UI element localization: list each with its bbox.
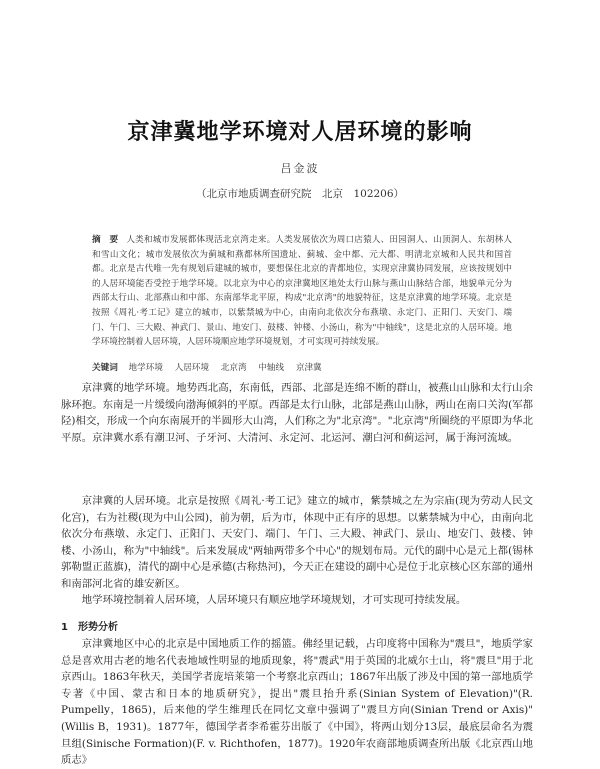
abstract [92,233,512,350]
body-paragraph [61,493,533,593]
section-number: 1 [61,622,68,633]
paragraph-situation-analysis: 京津冀地区中心的北京是中国地质工作的摇篮。佛经里记载，占印度将中国称为"震旦"，地质学家总是喜欢用古老的地名代表地域性明显的地质现象，将"震武"用于英国的北威尔士山，将"震旦"用于北京西山。1863年秋天，美国学者庞培莱第一个考察北京西山；1867年出版了涉及中国的第一部地质学专著《中国、蒙古和日本的地质研究》，提出"震旦抬升系(Sinian System of Elevation)"(R. Pumpelly，1865)，后来他的学生维理氏在同忆文章中强调了"震旦方向(Sinian Trend or Axis)"(Willis B，1931)。1877年，德国学者李希霍芬出版了《中国》，将两山划分13层，最底层命名为震旦组(Sinische Formation)(F. v. Richthofen，1877)。1920年农商部地质调查所出版《北京西山地质志》 [61,638,533,767]
keyword: 人居环境 [174,363,210,373]
keyword: 中轴线 [258,363,285,373]
keywords [92,362,512,375]
section-heading [61,618,118,633]
keyword: 北京湾 [220,363,247,373]
paragraph-geo-environment: 京津冀的地学环境。地势西北高，东南低，西部、北部是连绵不断的群山，被燕山山脉和太行山余脉环抱。东南是一片缓缓向渤海倾斜的平原。西部是太行山脉，北部是燕山山脉，两山在南口关沟(军都陉)相交，形成一个向东南展开的半圆形大山湾，人们称之为"北京湾"。"北京湾"所圈绕的平原即为华北平原。京津冀水系有潮卫河、子牙河、大清河、永定河、北运河、潮白河和蓟运河，属于海河流域。 [61,382,533,444]
body-paragraph [61,592,533,609]
body-paragraph [61,636,533,769]
body-paragraph [61,380,533,446]
abstract-label: 摘 要 [92,235,119,245]
paragraph-living-environment: 京津冀的人居环境。北京是按照《周礼·考工记》建立的城市，紫禁城之左为宗庙(现为劳动人民文化宫)，右为社稷(现为中山公园)，前为朝，后为市，体现中正有序的思想。以紫禁城为中心，由南向北依次分布燕墩、永定门、正阳门、天安门、端门、午门、三大殿、神武门、景山、地安门、鼓楼、钟楼、小汤山，称为"中轴线"。后来发展成"两轴两带多个中心"的规划布局。元代的副中心是元上都(锡林郭勒盟正蓝旗)，清代的副中心是承德(古称热河)，今天正在建设的副中心是位于北京核心区东部的通州和南部河北省的雄安新区。 [61,495,533,590]
author-name: 吕金波 [280,162,320,175]
section-title: 形势分析 [77,622,118,633]
paragraph-conclusion: 地学环境控制着人居环境，人居环境只有顺应地学环境规划，才可实现可持续发展。 [81,594,467,606]
paper-title: 京津冀地学环境对人居环境的影响 [127,120,473,145]
abstract-text: 人类和城市发展都体现活北京湾走来。人类发展依次为周口店猿人、田园洞人、山顶洞人、东胡林人和雪山文化；城市发展依次为蓟城和燕都林所国遗址、蓟城、金中都、元大都、明清北京城和人民共和国首都。北京是古代唯一先有规划后建城的城市，要想保住北京的青都地位，实现京津冀协同发展，应该按规划中的人居环境能否受控于地学环境。以北京为中心的京津冀地区地处太行山脉与燕山山脉结合部，地貌单元分为西部太行山、北部燕山和中部、东南部华北平原，构成"北京湾"的地貌特征，这是京津冀的地学环境。北京是按照《周礼·考工记》建立的城市，以紫禁城为中心，由南向北依次分布燕墩、永定门、正阳门、天安门、端门、午门、三大殿、神武门、景山、地安门、鼓楼、钟楼、小汤山，称为"中轴线"，这是北京的人居环境。地学环境控制着人居环境，人居环境顺应地学环境规划，才可实现可持续发展。 [92,235,512,348]
keyword: 京津冀 [295,363,322,373]
keywords-label: 关键词 [92,363,118,373]
author-affiliation: （北京市地质调查研究院 北京 102206） [195,188,405,200]
keyword: 地学环境 [128,363,163,373]
